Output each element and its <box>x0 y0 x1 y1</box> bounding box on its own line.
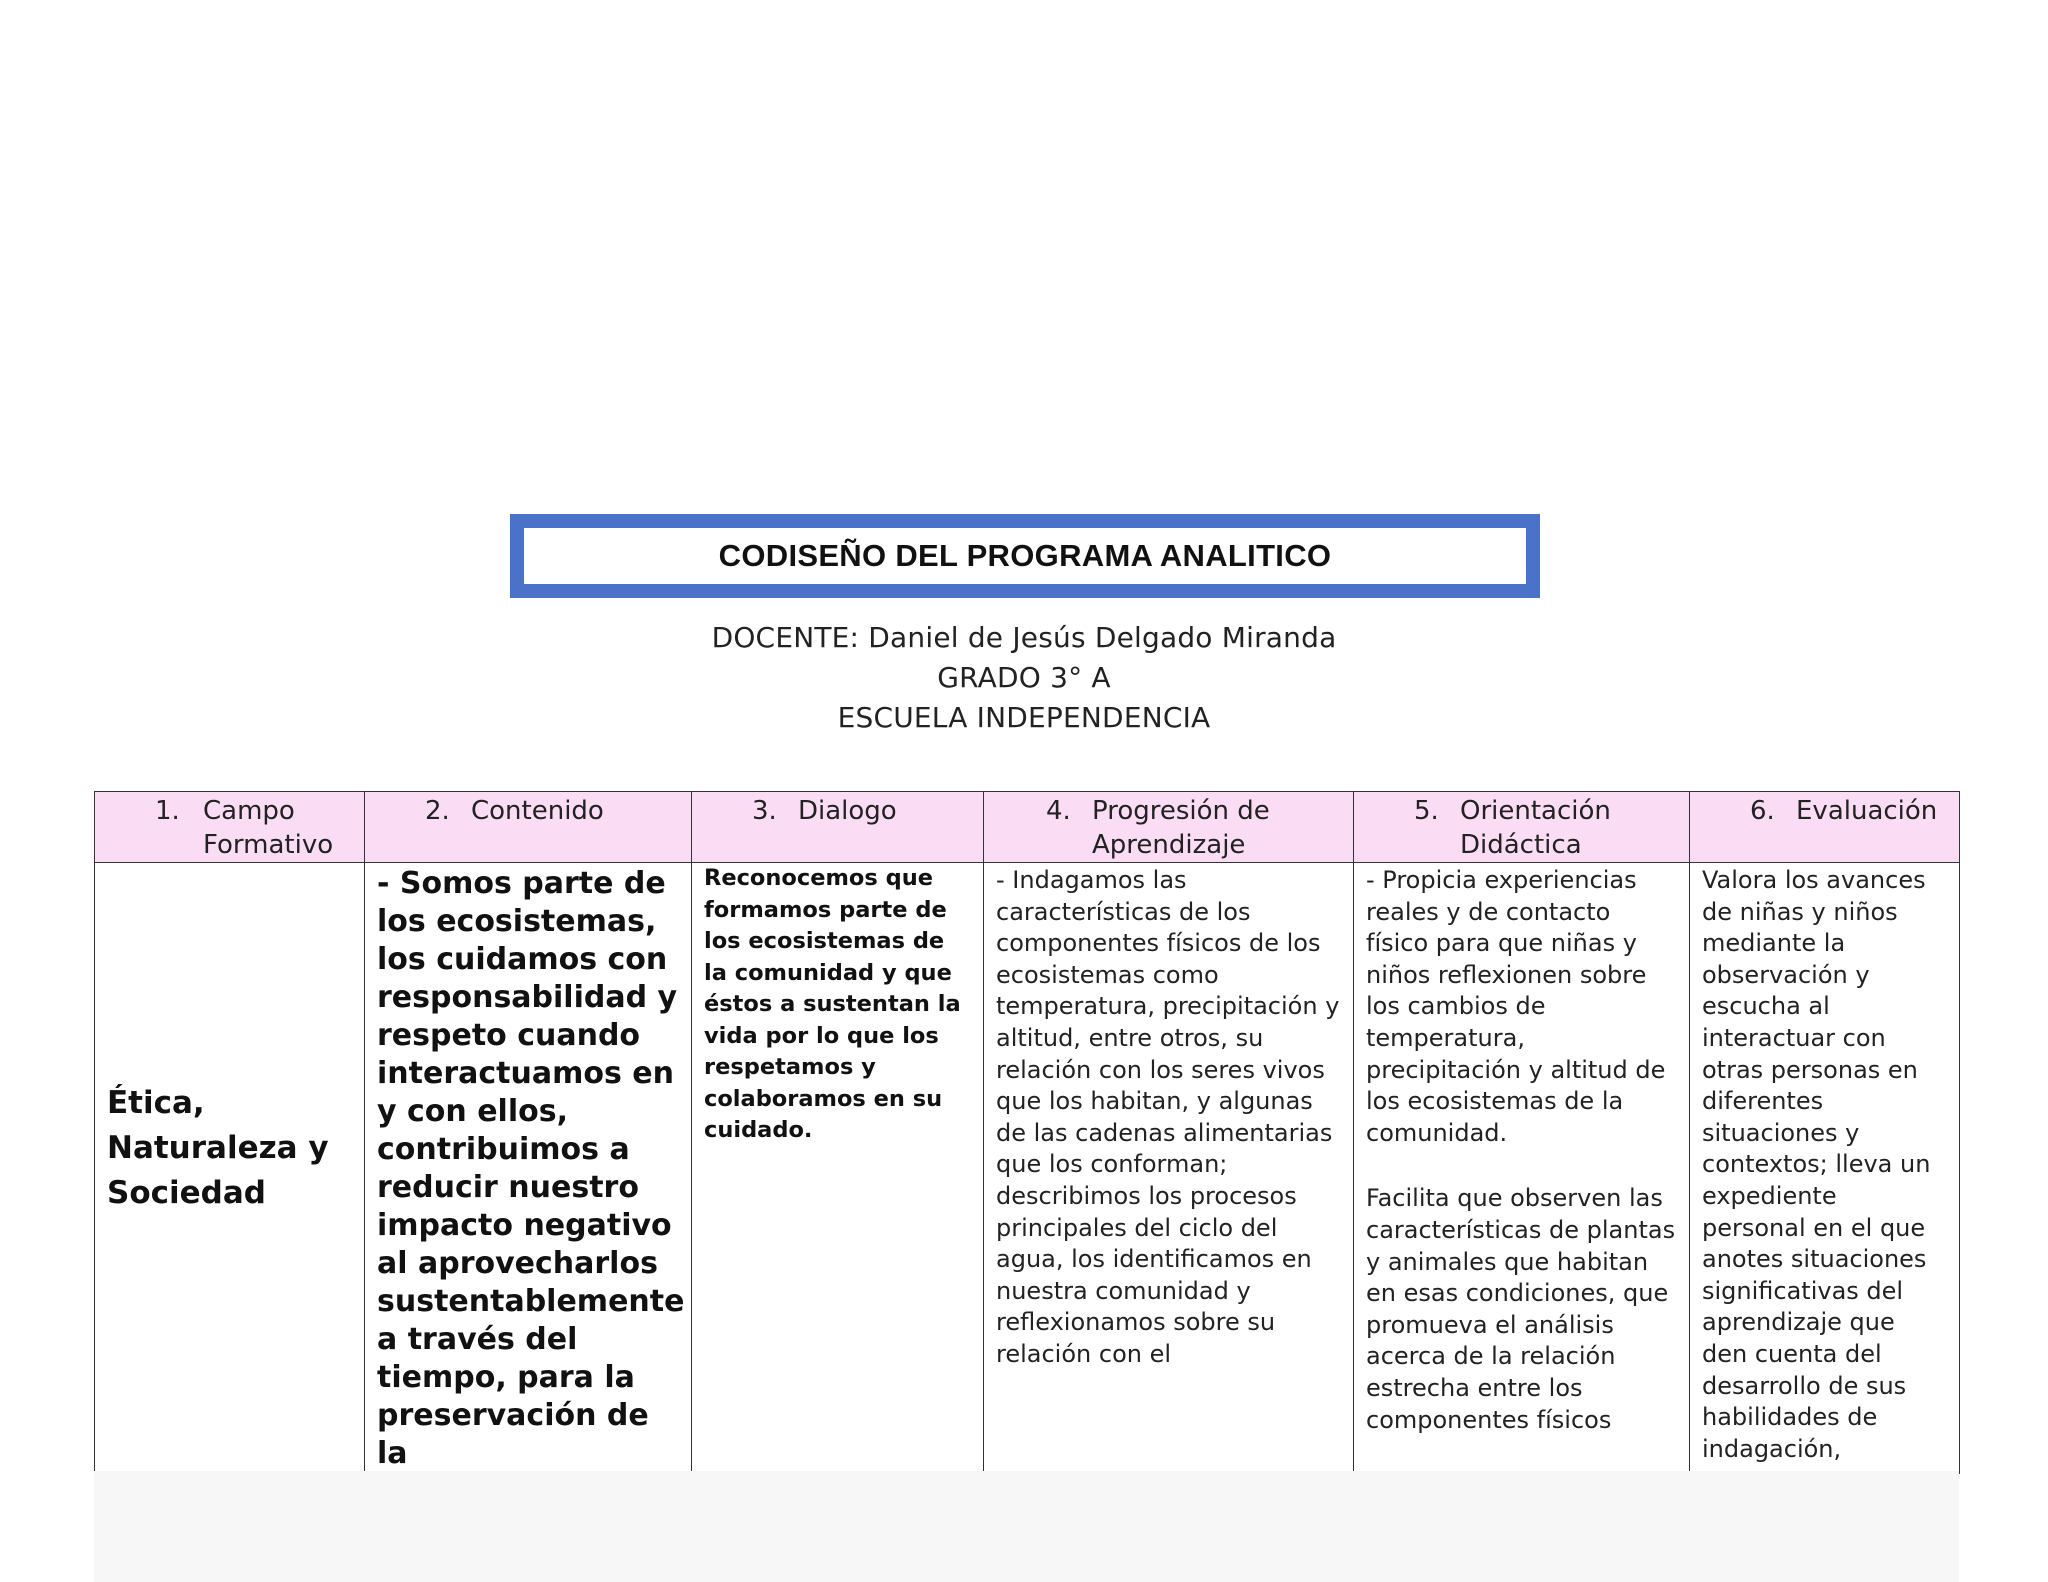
document-title: CODISEÑO DEL PROGRAMA ANALITICO <box>718 538 1332 573</box>
docente-line: DOCENTE: Daniel de Jesús Delgado Miranda <box>711 621 1337 654</box>
progresion-text: - Indagamos las características de los componentes físicos de los ecosistemas como temperatura, precipitación y altitud, entre otros, su relación con los seres vivos que los habitan, y algunas de las cadenas alimentarias que los conforman; describimos los procesos principales del ciclo del agua, los identificamos en nuestra comunidad y reflexionamos sobre su relación con el <box>996 866 1340 1368</box>
cell-contenido <box>365 863 692 1474</box>
header-number: 1. <box>155 796 180 826</box>
header-label-line2: Aprendizaje <box>1092 830 1246 860</box>
header-info <box>0 618 2048 738</box>
escuela-line: ESCUELA INDEPENDENCIA <box>837 701 1211 734</box>
header-campo-formativo <box>95 792 365 863</box>
cell-evaluacion <box>1690 863 1960 1474</box>
header-contenido <box>365 792 692 863</box>
table-header-row <box>95 792 1960 863</box>
grado-line: GRADO 3° A <box>937 661 1111 694</box>
header-label-line2: Formativo <box>203 830 334 860</box>
table-row <box>95 863 1960 1474</box>
page-bottom-shade <box>94 1471 1959 1582</box>
header-evaluacion <box>1690 792 1960 863</box>
header-label-line2: Didáctica <box>1460 830 1582 860</box>
campo-formativo-text: Ética, Naturaleza y Sociedad <box>107 1084 329 1211</box>
header-label: Contenido <box>471 796 604 826</box>
contenido-text: - Somos parte de los ecosistemas, los cuidamos con responsabilidad y respeto cuando interactuamos en y con ellos, contribuimos a reducir nuestro impacto negativo al aprovecharlos sustentablemente a través del tiempo, para la preservación de la <box>377 866 685 1471</box>
header-label: Campo <box>203 796 295 826</box>
orientacion-paragraph-2: Facilita que observen las características de plantas y animales que habitan en esas condiciones, que promueva el análisis acerca de la relación estrecha entre los componentes físicos <box>1366 1184 1676 1434</box>
header-number: 2. <box>425 796 450 826</box>
header-label: Orientación <box>1460 796 1611 826</box>
cell-orientacion <box>1354 863 1690 1474</box>
header-label: Progresión de <box>1092 796 1270 826</box>
evaluacion-text: Valora los avances de niñas y niños mediante la observación y escucha al interactuar con otras personas en diferentes situaciones y contextos; lleva un expediente personal en el que anotes situaciones significativas del aprendizaje que den cuenta del desarrollo de sus habilidades de indagación, <box>1702 866 1931 1463</box>
header-number: 6. <box>1750 796 1775 826</box>
header-number: 5. <box>1414 796 1439 826</box>
paragraph-spacer <box>1354 1149 1689 1181</box>
header-label: Evaluación <box>1796 796 1938 826</box>
cell-campo-formativo <box>95 863 365 1474</box>
header-number: 4. <box>1046 796 1071 826</box>
header-number: 3. <box>752 796 777 826</box>
orientacion-paragraph-1: - Propicia experiencias reales y de contacto físico para que niñas y niños reflexionen sobre los cambios de temperatura, precipitación y altitud de los ecosistemas de la comunidad. <box>1366 866 1666 1147</box>
header-orientacion <box>1354 792 1690 863</box>
cell-progresion <box>984 863 1354 1474</box>
program-table <box>94 791 1960 1474</box>
header-progresion <box>984 792 1354 863</box>
cell-dialogo <box>692 863 984 1474</box>
header-label: Dialogo <box>798 796 897 826</box>
title-banner <box>510 514 1540 598</box>
header-dialogo <box>692 792 984 863</box>
dialogo-text: Reconocemos que formamos parte de los ecosistemas de la comunidad y que éstos a sustentan la vida por lo que los respetamos y colaboramos en su cuidado. <box>704 865 961 1143</box>
